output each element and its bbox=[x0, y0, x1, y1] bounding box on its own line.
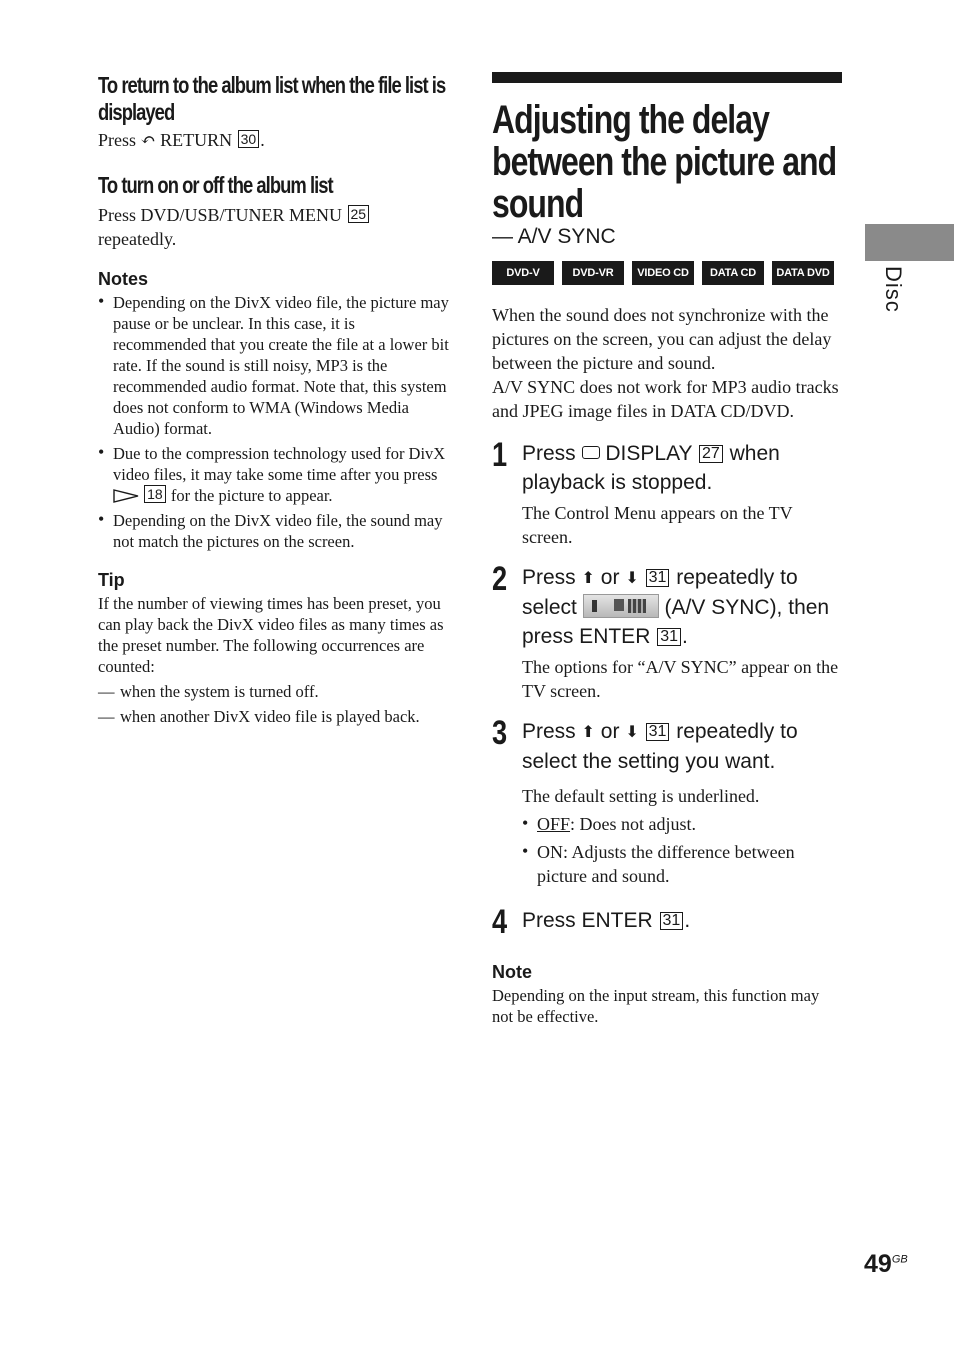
play-icon bbox=[113, 489, 139, 503]
album-toggle-instruction: Press DVD/USB/TUNER MENU 25 repeatedly. bbox=[98, 203, 450, 251]
page-subtitle: — A/V SYNC bbox=[492, 225, 616, 248]
section-heading-album-list-toggle: To turn on or off the album list bbox=[98, 172, 333, 198]
step-number: 3 bbox=[492, 714, 508, 752]
option-item: • OFF: Does not adjust. bbox=[522, 812, 842, 836]
left-column bbox=[98, 72, 450, 727]
button-number: 30 bbox=[238, 130, 260, 148]
section-tab bbox=[865, 224, 954, 261]
tip-label: Tip bbox=[98, 570, 125, 590]
badge-dvd-vr: DVD-VR bbox=[562, 261, 624, 285]
note-item: • Due to the compression technology used for DivX video files, it may take some time after you press 18 for the picture to appear. bbox=[98, 443, 450, 506]
return-icon: ↶ bbox=[140, 130, 156, 150]
button-number: 25 bbox=[348, 205, 370, 223]
tip-item: — when another DivX video file is played back. bbox=[98, 706, 450, 727]
button-number: 31 bbox=[646, 569, 670, 587]
av-sync-menu-icon bbox=[583, 594, 659, 618]
tip-text: If the number of viewing times has been preset, you can play back the DivX video files as many times as the preset number. The following occurrences are counted: bbox=[98, 594, 444, 676]
intro-paragraph: When the sound does not synchronize with the pictures on the screen, you can adjust the delay between the picture and sound. bbox=[492, 305, 832, 373]
heading-rule bbox=[492, 72, 842, 83]
step-number: 2 bbox=[492, 560, 508, 598]
step-description: The options for “A/V SYNC” appear on the TV screen. bbox=[522, 657, 839, 701]
step-description: The Control Menu appears on the TV screen. bbox=[522, 503, 793, 547]
page-number: $49^{GB}$ bbox=[864, 1250, 908, 1278]
page-title: Adjusting the delay between the picture and sound bbox=[492, 98, 837, 226]
step-instruction: Press ⬆ or ⬇ 31 repeatedly to select the setting you want. bbox=[522, 720, 798, 773]
note-text: Depending on the input stream, this function may not be effective. bbox=[492, 986, 820, 1026]
step-instruction: Press DISPLAY 27 when playback is stopped. bbox=[522, 442, 780, 494]
right-column bbox=[492, 72, 842, 1027]
option-default: OFF bbox=[537, 814, 571, 834]
badge-video-cd: VIDEO CD bbox=[632, 261, 694, 285]
disc-type-badges bbox=[492, 261, 842, 285]
button-number: 31 bbox=[657, 628, 681, 646]
section-heading-album-list-return: To return to the album list when the file list is displayed bbox=[98, 72, 446, 125]
notes-list bbox=[98, 292, 450, 552]
button-number: 27 bbox=[699, 445, 723, 463]
arrow-down-icon: ⬇ bbox=[625, 724, 639, 741]
note-label: Note bbox=[492, 962, 532, 982]
option-item: • ON: Adjusts the difference between picture and sound. bbox=[522, 840, 842, 888]
step-3 bbox=[492, 714, 842, 892]
badge-data-dvd: DATA DVD bbox=[772, 261, 834, 285]
badge-dvd-v: DVD-V bbox=[492, 261, 554, 285]
notes-label: Notes bbox=[98, 269, 149, 289]
arrow-up-icon: ⬆ bbox=[581, 724, 595, 741]
display-icon bbox=[582, 446, 600, 459]
tip-list bbox=[98, 681, 450, 727]
intro-paragraph-2: A/V SYNC does not work for MP3 audio tracks and JPEG image files in DATA CD/DVD. bbox=[492, 377, 839, 421]
button-number: 18 bbox=[144, 485, 166, 503]
section-label: Disc bbox=[881, 266, 906, 313]
badge-data-cd: DATA CD bbox=[702, 261, 764, 285]
step-number: 4 bbox=[492, 903, 508, 941]
step-4 bbox=[492, 903, 842, 941]
note-item: • Depending on the DivX video file, the sound may not match the pictures on the screen. bbox=[98, 510, 450, 552]
button-number: 31 bbox=[646, 723, 670, 741]
arrow-up-icon: ⬆ bbox=[581, 570, 595, 587]
step-number: 1 bbox=[492, 436, 508, 474]
return-instruction: Press ↶ RETURN 30 . bbox=[98, 130, 265, 150]
arrow-down-icon: ⬇ bbox=[625, 570, 639, 587]
step-description: The default setting is underlined. bbox=[522, 786, 760, 806]
button-number: 31 bbox=[660, 912, 684, 930]
step-instruction: Press ENTER 31 . bbox=[522, 909, 691, 932]
step-2 bbox=[492, 560, 842, 703]
options-list bbox=[522, 812, 842, 888]
step-instruction: Press ⬆ or ⬇ 31 repeatedly to select (A/V SYNC), then press ENTER 31 . bbox=[522, 566, 830, 648]
tip-item: — when the system is turned off. bbox=[98, 681, 450, 702]
note-item: • Depending on the DivX video file, the picture may pause or be unclear. In this case, it is recommended that you create the file at a lower bit rate. If the sound is still noisy, MP3 is the recommended audio format. Note that, this system does not conform to WMA (Windows Media Audio) format. bbox=[98, 292, 450, 439]
step-1 bbox=[492, 436, 842, 549]
